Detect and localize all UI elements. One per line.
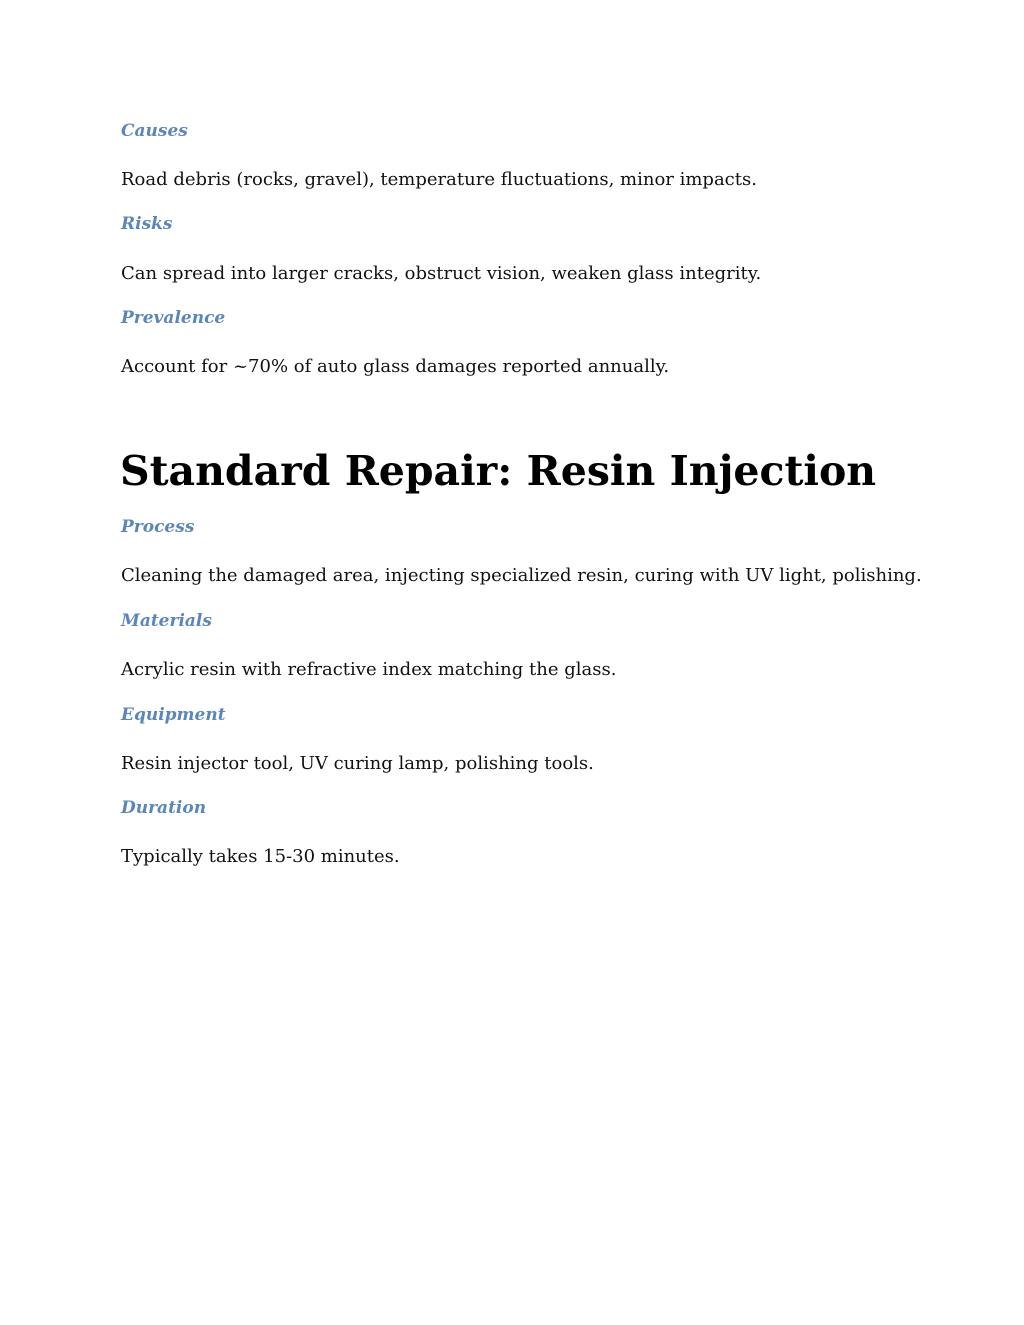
prevalence-label: Prevalence [121, 308, 226, 328]
risks-text: Can spread into larger cracks, obstruct vision, weaken glass integrity. [121, 263, 762, 284]
causes-text: Road debris (rocks, gravel), temperature fluctuations, minor impacts. [121, 169, 757, 190]
section-heading: Standard Repair: Resin Injection [120, 447, 877, 495]
causes-label: Causes [121, 121, 188, 141]
process-text: Cleaning the damaged area, injecting specialized resin, curing with UV light, polishing. [121, 565, 922, 586]
process-label: Process [121, 517, 195, 537]
materials-label: Materials [121, 611, 212, 631]
prevalence-text: Account for ~70% of auto glass damages reported annually. [121, 356, 670, 377]
materials-text: Acrylic resin with refractive index matching the glass. [121, 659, 617, 680]
duration-label: Duration [121, 798, 207, 818]
duration-text: Typically takes 15-30 minutes. [121, 846, 400, 867]
equipment-label: Equipment [121, 705, 226, 725]
risks-label: Risks [121, 214, 173, 234]
equipment-text: Resin injector tool, UV curing lamp, polishing tools. [121, 753, 594, 774]
